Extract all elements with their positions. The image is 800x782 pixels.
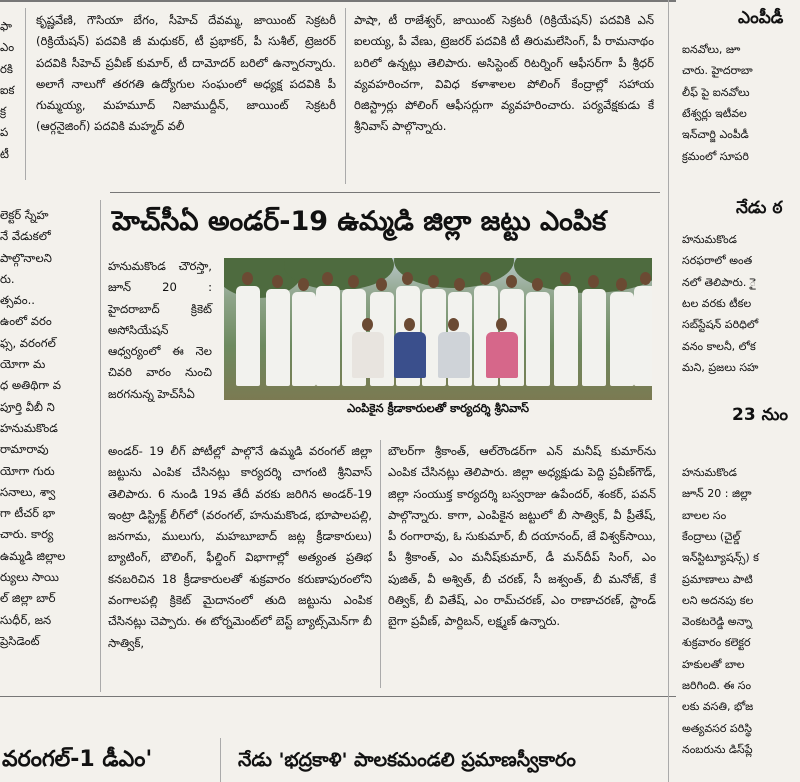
- main-article-intro-text: హనుమకొండ చౌరస్తా, జూన్ 20 : హైదరాబాద్ క్రికెట్ అసోసియేషన్ ఆధ్వర్యంలో ఈ నెల చివరి వారం నుంచి జరగనున్న హెచ్‌సీఏ: [108, 259, 212, 401]
- right-column-heading: 23 నుం: [732, 405, 789, 425]
- left-fragment-line: సుధీర్, జన: [0, 612, 52, 627]
- right-column-line: సబ్‌స్టేషన్ పరిధిలో: [682, 318, 759, 332]
- left-fragment-line: లెక్టర్ స్నేహ: [0, 208, 49, 222]
- left-fragment-line: సనాలు, శ్వా: [0, 484, 56, 499]
- top-rule: [0, 0, 676, 2]
- right-column: [676, 0, 800, 782]
- top-article-text-2: పాషా, టీ రాజేశ్వర్, జాయింట్ సెక్రటరీ (రిక్రియేషన్) పదవికి ఎన్ ఐలయ్య, పీ వేణు, ట్రెజరర్ పదవికి టీ తిరుమలేసింగ్, పీ రామనాథం బరిలో ఉన్నట్లు తెలిపారు. అసిస్టెంట్ రిటర్నింగ్ ఆఫీసర్‌గా పీ శ్రీధర్ వ్యవహరించగా, వివిధ కళాశాలల పోలింగ్ కేంద్రాల్లో సహాయ రిజిస్ట్రార్లు పోలింగ్ ఆఫీసర్లుగా వ్యవహరించారు. పర్యవేక్షకుడు కే శ్రీనివాస్ పాల్గొన్నారు.: [354, 13, 654, 134]
- photo-player-figure: [316, 286, 340, 386]
- photo-player-head: [428, 275, 439, 288]
- right-column-line: వెంకటరెడ్డి అన్నా: [682, 615, 753, 629]
- photo-seated-figure: [394, 332, 426, 378]
- photo-player-figure: [582, 289, 606, 386]
- photo-player-figure: [634, 286, 652, 386]
- left-fragment-line: ఐక: [0, 82, 15, 97]
- right-column-line: నంబరును డిస్‌ప్లే: [682, 742, 753, 756]
- left-fragment-line: పాల్గొనాలని: [0, 250, 52, 265]
- left-fragment-line: ఉంలో వరం: [0, 314, 52, 329]
- photo-seated-head: [404, 318, 415, 331]
- right-column-line: లకు వసతి, భోజ: [682, 700, 754, 714]
- right-column-line: హనుమకొండ: [682, 233, 737, 246]
- left-fragment-line: త్సవం..: [0, 293, 35, 308]
- right-column-line: జూన్ 20 : జిల్లా: [682, 487, 752, 501]
- photo-player-figure: [236, 286, 260, 386]
- main-article-intro: [108, 256, 212, 405]
- right-column-line: చారు. హైదరాబా: [682, 64, 753, 78]
- right-column-line: మని, ప్రజలు సహ: [682, 360, 759, 374]
- photo-seated-figure: [352, 332, 384, 378]
- right-column-line: కేంద్రాలు (చైల్డ్: [682, 529, 741, 543]
- right-column-line: హకులతో బాల: [682, 657, 745, 671]
- photo-player-head: [506, 275, 517, 288]
- left-fragment-line: రు.: [0, 271, 15, 286]
- photo-player-head: [322, 272, 333, 285]
- photo-player-head: [348, 275, 359, 288]
- right-column-line: లీఫ్ పై ఐనవోలు: [682, 85, 750, 99]
- column-divider: [220, 738, 221, 782]
- photo-player-head: [616, 278, 627, 291]
- left-fragment-line: క్ర: [0, 104, 7, 119]
- right-column-line: అత్యవసర పరిస్థి: [682, 721, 752, 735]
- right-column-line: శుక్రవారం కలెక్టర: [682, 636, 751, 650]
- team-photo: [224, 258, 652, 400]
- left-fragment-line: గా టీచర్ భా: [0, 506, 56, 521]
- right-column-line: సరఫరాలో అంత: [682, 254, 753, 268]
- left-fragment-line: చారు. కార్య: [0, 527, 54, 542]
- photo-player-head: [454, 278, 465, 291]
- bottom-headline-left: వరంగల్-1 డీఎం': [2, 747, 153, 772]
- photo-player-head: [532, 278, 543, 291]
- photo-player-figure: [526, 292, 550, 386]
- photo-seated-figure: [486, 332, 518, 378]
- left-fragment-line: ఫ్స, వరంగల్: [0, 335, 56, 350]
- left-fragment-line: రామారావు: [0, 442, 49, 457]
- right-column-line: ఇన్‌స్టిట్యూషన్స్) క: [682, 551, 759, 565]
- photo-player-figure: [292, 292, 316, 386]
- left-fragment-line: ధ అతిథిగా వ: [0, 378, 62, 393]
- main-headline: హెచ్‌సీఏ అండర్-19 ఉమ్మడి జిల్లా జట్టు ఎంపిక: [112, 206, 607, 237]
- photo-seated-figure: [438, 332, 470, 378]
- right-column-line: ఇన్‌చార్జి ఎంపీడీ: [682, 128, 749, 142]
- left-fragment-line: ఉమ్మడి జిల్లాల: [0, 548, 66, 563]
- photo-player-head: [402, 272, 413, 285]
- photo-seated-head: [362, 318, 373, 331]
- left-fragment-line: ర్యులు సాయి: [0, 570, 59, 585]
- main-article-text-1: అండర్- 19 లీగ్ పోటీల్లో పాల్గొనే ఉమ్మడి వరంగల్ జిల్లా జట్టును ఎంపిక చేసినట్లు కార్యదర్శి చాగంటి శ్రీనివాస్ తెలిపారు. 6 నుండి 19వ తేదీ వరకు జరిగిన అండర్-19 ఇంట్రా డిస్ట్రిక్ట్ లీగ్‌లో (వరంగల్, హనుమకొండ, భూపాలపల్లి, జనగామ, ములుగు, మహబూబాద్ జట్ల క్రీడాకారులు) బ్యాటింగ్, బౌలింగ్, ఫీల్డింగ్ విభాగాల్లో అత్యంత ప్రతిభ కనబరిచిన 18 క్రీడాకారులతో శుక్రవారం కరుణాపురంలోని వంగాలపల్లి క్రికెట్ మైదానంలో తుది జట్టును ఎంపిక చేసినట్లు చెప్పారు. ఈ టోర్నమెంట్‌లో బెస్ట్ బ్యాట్స్‌మెన్‌గా బీ సాత్విక్,: [108, 444, 372, 650]
- photo-player-head: [560, 272, 571, 285]
- left-fragment-line: యోగా గురు: [0, 463, 55, 478]
- right-column-line: ఐనవోలు, జూ: [682, 43, 741, 56]
- photo-seated-head: [496, 318, 507, 331]
- top-article-col2: [354, 10, 654, 138]
- right-column-line: క్రమంలో సూపరి: [682, 149, 749, 163]
- photo-player-head: [272, 275, 283, 288]
- main-article-col1: [108, 441, 372, 654]
- column-divider: [345, 8, 346, 184]
- photo-player-head: [480, 272, 491, 285]
- left-fragment-line: ప: [0, 125, 9, 140]
- left-fragment-line: ఫా: [0, 19, 12, 33]
- right-column-line: టేశ్వర్లు ఇటీవల: [682, 106, 747, 120]
- left-fragment-line: ఎం: [0, 40, 15, 55]
- right-column-line: లని అదనపు కల: [682, 593, 754, 607]
- top-article-text-1: కృష్ణవేణి, గౌసియా బేగం, సీహెచ్ దేవమ్మ, జాయింట్ సెక్రటరీ (రిక్రియేషన్) పదవికి జీ మధుకర్, టీ ప్రభాకర్, పీ సుశీల్, ట్రెజరర్ పదవికి సీహెచ్ ప్రవీణ్ కుమార్, టీ దామోదర్ బరిలో ఉన్నారన్నారు. అలాగే నాలుగో తరగతి ఉద్యోగుల సంఘంలో అధ్యక్ష పదవికి పీ గుమ్మయ్య, మహమూద్ నిజాముద్దీన్, జాయింట్ సెక్రటరీ (ఆర్గనైజింగ్) పదవికి మహ్మద్ వలీ: [36, 13, 336, 134]
- left-fragment-line: యోగా మ: [0, 357, 46, 372]
- bottom-headline-right: నేడు 'భద్రకాళి' పాలకమండలి ప్రమాణస్వీకారం: [238, 749, 576, 771]
- right-column-line: జరిగింది. ఈ సం: [682, 679, 752, 692]
- section-rule: [110, 192, 660, 193]
- right-column-line: ప్రమాణాలు పాటి: [682, 572, 753, 586]
- photo-player-head: [588, 275, 599, 288]
- left-fragment-line: నే వేడుకలో: [0, 229, 51, 244]
- photo-seated-head: [448, 318, 459, 331]
- left-fragment-line: ల్ జిల్లా బార్: [0, 591, 56, 606]
- left-fragment-line: రకి: [0, 61, 13, 76]
- right-column-heading: ఎంపీడీ: [738, 8, 784, 28]
- column-divider: [380, 440, 381, 688]
- right-column-line: బాలల సం: [682, 508, 727, 522]
- left-fragment-line: పూర్తి వీబీ ని: [0, 399, 55, 414]
- left-fragment-line: ప్రెసిడెంట్: [0, 633, 40, 648]
- left-fragment-line: హనుమకొండ: [0, 420, 58, 435]
- photo-player-figure: [266, 289, 290, 386]
- photo-player-figure: [554, 286, 578, 386]
- top-article-col1: [36, 10, 336, 138]
- main-article-col2: [388, 441, 656, 633]
- photo-player-head: [298, 278, 309, 291]
- photo-player-head: [376, 278, 387, 291]
- left-fragment-line: టీ: [0, 146, 9, 161]
- right-column-line: నలో తెలిపారు. ై: [682, 275, 756, 289]
- right-column-line: వనం కాలనీ, లోక: [682, 339, 756, 353]
- photo-caption: ఎంపికైన క్రీడాకారులతో కార్యదర్శి శ్రీనివాస్: [347, 401, 529, 415]
- right-column-line: హనుమకొండ: [682, 466, 737, 479]
- right-column-heading: నేడు ఠ: [736, 198, 783, 218]
- main-article-text-2: బౌలర్‌గా శ్రీకాంత్, ఆల్‌రౌండర్‌గా ఎన్ మనీష్ కుమార్‌ను ఎంపిక చేసినట్లు తెలిపారు. జిల్లా అధ్యక్షుడు పెద్ది ప్రవీణ్‌గౌడ్, జిల్లా సంయుక్త కార్యదర్శి బస్వరాజు ఉపేందర్, శంకర్, పవన్ పాల్గొన్నారు. కాగా, ఎంపికైన జట్టులో బీ సాత్విక్, వీ ప్రీతేష్, పీ రంగారావు, ఓ సుకుమార్, బీ దయానంద్, జే విశ్వక్‌సాయి, పీ శ్రీకాంత్, ఎం మనీష్‌కుమార్, డీ మన్‌దీప్ సింగ్, ఎం పుజిత్, వీ అశ్విత్, బీ చరణ్, సీ జశ్వంత్, బీ మనోజ్, కే రిత్విక్, బీ వితేష్, ఎం రామ్‌చరణ్, ఎం రాణాచరణ్, స్టాండ్ బైగా ప్రవీణ్, పార్దిబన్, లక్ష్మణ్ ఉన్నారు.: [388, 444, 656, 629]
- left-fragment-column-bottom: [0, 205, 96, 652]
- photo-player-head: [242, 272, 253, 285]
- right-column-line: టల వరకు టీకల: [682, 296, 752, 310]
- photo-player-head: [640, 272, 651, 285]
- photo-player-figure: [610, 292, 634, 386]
- bottom-rule: [0, 696, 676, 697]
- page-gutter: [668, 0, 669, 782]
- column-divider: [100, 200, 101, 692]
- column-divider: [25, 8, 26, 180]
